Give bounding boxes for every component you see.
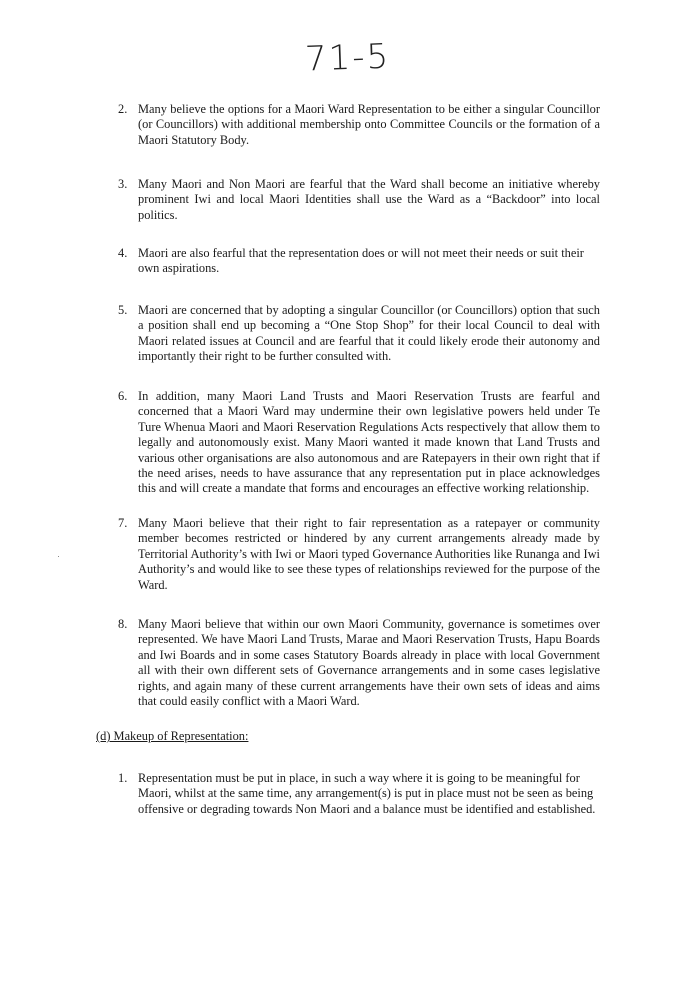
item-number: 5.: [118, 303, 128, 317]
handwritten-page-number: 71-5: [304, 36, 391, 80]
item-number: 6.: [118, 389, 128, 403]
item-number: 1.: [118, 771, 128, 785]
section-heading: (d) Makeup of Representation:: [96, 729, 249, 743]
item-text: Representation must be put in place, in such a way where it is going to be meaningful for Maori, whilst at the same time, any arrangement(s) is put in place must not be seen as being offensive or degrading towards Non Maori and a balance must be identified and established.: [138, 771, 596, 816]
item-text: Many Maori believe that within our own Maori Community, governance is sometimes over represented. We have Maori Land Trusts, Marae and Maori Reservation Trusts, Hapu Boards and Iwi Boards and in some cases Statutory Boards already in place with local Government all with their own different sets of Governance arrangements and in some cases legislative rights, and again many of these current arrangements have their own sets of ideas and aims that could easily conflict with a Maori Ward.: [138, 617, 600, 709]
scan-speck: [58, 556, 59, 557]
item-text: Maori are concerned that by adopting a singular Councillor (or Councillors) option that such a position shall end up becoming a “One Stop Shop” for their local Council to deal with Maori related issues at Council and are fearful that it could likely erode their autonomy and importantly their right to be further consulted with.: [138, 303, 600, 364]
item-text: Maori are also fearful that the representation does or will not meet their needs or suit their own aspirations.: [138, 246, 584, 276]
item-text: In addition, many Maori Land Trusts and Maori Reservation Trusts are fearful and concerned that a Maori Ward may undermine their own legislative powers held under Te Ture Whenua Maori and Maori Reservation Regulations Acts respectively that allow them to legally and autonomously exist. Many Maori wanted it made known that Land Trusts and various other organisations are also autonomous and are Ratepayers in their own right that if the need arises, needs to have assurance that any representation put in place acknowledges this and will create a mandate that forms and encourages an effective working relationship.: [138, 389, 600, 496]
item-number: 7.: [118, 516, 128, 530]
item-text: Many Maori believe that their right to fair representation as a ratepayer or community member becomes restricted or hindered by any current arrangements already made by Territorial Authority’s with Iwi or Maori typed Governance Authorities like Runanga and Iwi Authority’s and would like to see these types of relationships reviewed for the purpose of the Ward.: [138, 516, 600, 592]
item-number: 2.: [118, 102, 128, 116]
item-text: Many believe the options for a Maori Ward Representation to be either a singular Councillor (or Councillors) with additional membership onto Committee Councils or the formation of a Maori Statutory Body.: [138, 102, 600, 147]
item-number: 3.: [118, 177, 128, 191]
item-text: Many Maori and Non Maori are fearful that the Ward shall become an initiative whereby prominent Iwi and local Maori Identities shall use the Ward as a “Backdoor” into local politics.: [138, 177, 600, 222]
item-number: 8.: [118, 617, 128, 631]
item-number: 4.: [118, 246, 128, 260]
